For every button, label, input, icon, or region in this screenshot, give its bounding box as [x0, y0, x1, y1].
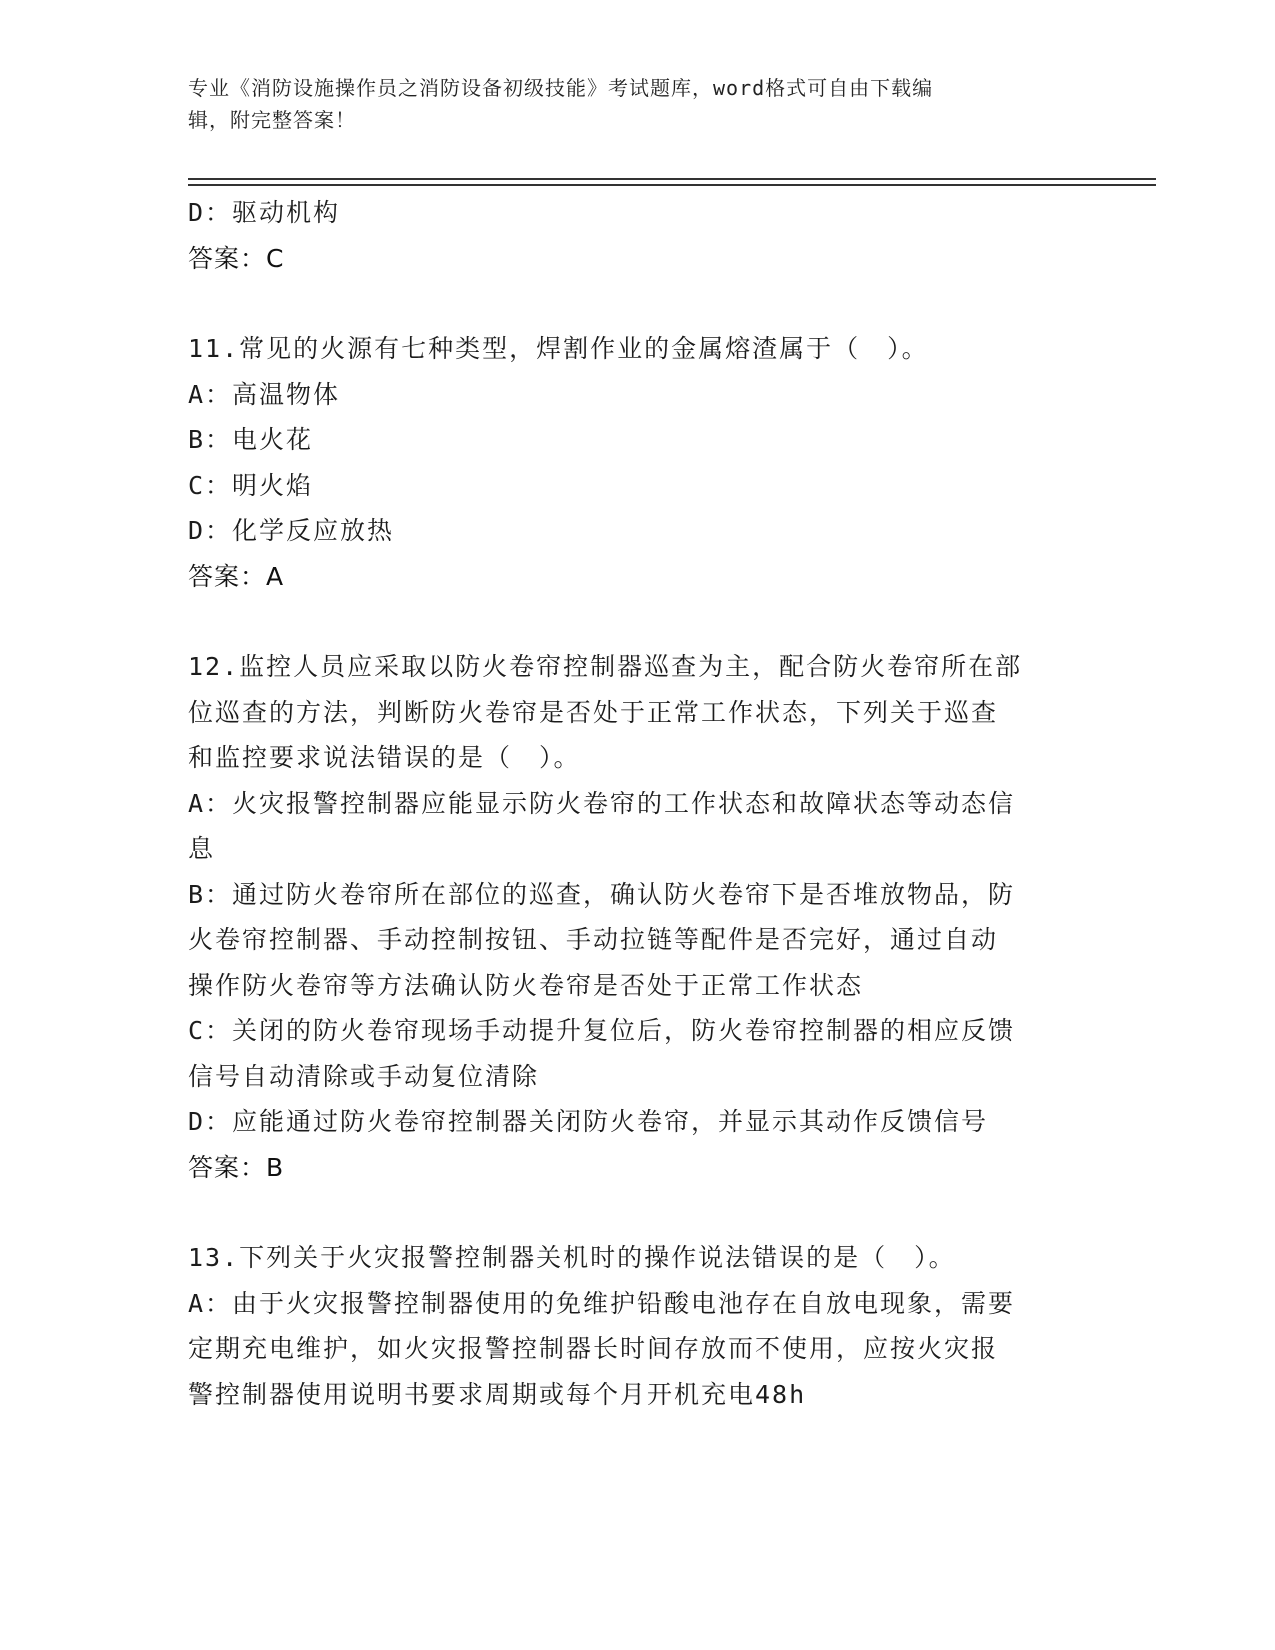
option-a: A：高温物体: [188, 379, 341, 409]
question-stem-line-1: 12.监控人员应采取以防火卷帘控制器巡查为主，配合防火卷帘所在部: [188, 652, 1023, 681]
answer-line: 答案：C: [188, 243, 285, 273]
question-13: [188, 1235, 1088, 1417]
question-12: [188, 644, 1088, 1190]
question-stem-line-2: 位巡查的方法，判断防火卷帘是否处于正常工作状态，下列关于巡查: [188, 697, 999, 727]
option-b: B：电火花: [188, 425, 314, 454]
option-a-line-2: 定期充电维护，如火灾报警控制器长时间存放而不使用，应按火灾报: [188, 1334, 999, 1363]
answer-line: 答案：B: [188, 1152, 285, 1182]
option-d: D：应能通过防火卷帘控制器关闭防火卷帘，并显示其动作反馈信号: [188, 1107, 989, 1136]
option-a-line-1: A：火灾报警控制器应能显示防火卷帘的工作状态和故障状态等动态信: [188, 788, 1016, 818]
question-stem-line-3: 和监控要求说法错误的是（ ）。: [188, 743, 581, 772]
question-stem: 13.下列关于火灾报警控制器关机时的操作说法错误的是（ ）。: [188, 1243, 956, 1272]
header-divider-top: [188, 178, 1156, 180]
option-b-line-2: 火卷帘控制器、手动控制按钮、手动拉链等配件是否完好，通过自动: [188, 925, 999, 954]
option-a-line-3: 警控制器使用说明书要求周期或每个月开机充电48h: [188, 1379, 807, 1409]
header-line-1: 专业《消防设施操作员之消防设备初级技能》考试题库，word格式可自由下载编: [188, 76, 934, 100]
option-b-line-3: 操作防火卷帘等方法确认防火卷帘是否处于正常工作状态: [188, 970, 864, 1000]
answer-line: 答案：A: [188, 561, 285, 591]
option-b-line-1: B：通过防火卷帘所在部位的巡查，确认防火卷帘下是否堆放物品，防: [188, 879, 1016, 909]
option-c-line-2: 信号自动清除或手动复位清除: [188, 1061, 540, 1091]
option-a-line-1: A：由于火灾报警控制器使用的免维护铅酸电池存在自放电现象，需要: [188, 1288, 1016, 1318]
option-d: D：化学反应放热: [188, 516, 395, 545]
option-c: C：明火焰: [188, 470, 314, 500]
question-11: [188, 326, 1088, 599]
question-content: [188, 190, 1088, 1417]
option-a-line-2: 息: [188, 834, 216, 863]
option-c-line-1: C：关闭的防火卷帘现场手动提升复位后，防火卷帘控制器的相应反馈: [188, 1016, 1016, 1045]
question-stem: 11.常见的火源有七种类型，焊割作业的金属熔渣属于（ ）。: [188, 334, 929, 363]
header-divider-bottom: [188, 184, 1156, 186]
document-header: [188, 72, 1068, 136]
option-d: D：驱动机构: [188, 198, 341, 227]
header-line-2: 辑，附完整答案！: [188, 108, 356, 132]
